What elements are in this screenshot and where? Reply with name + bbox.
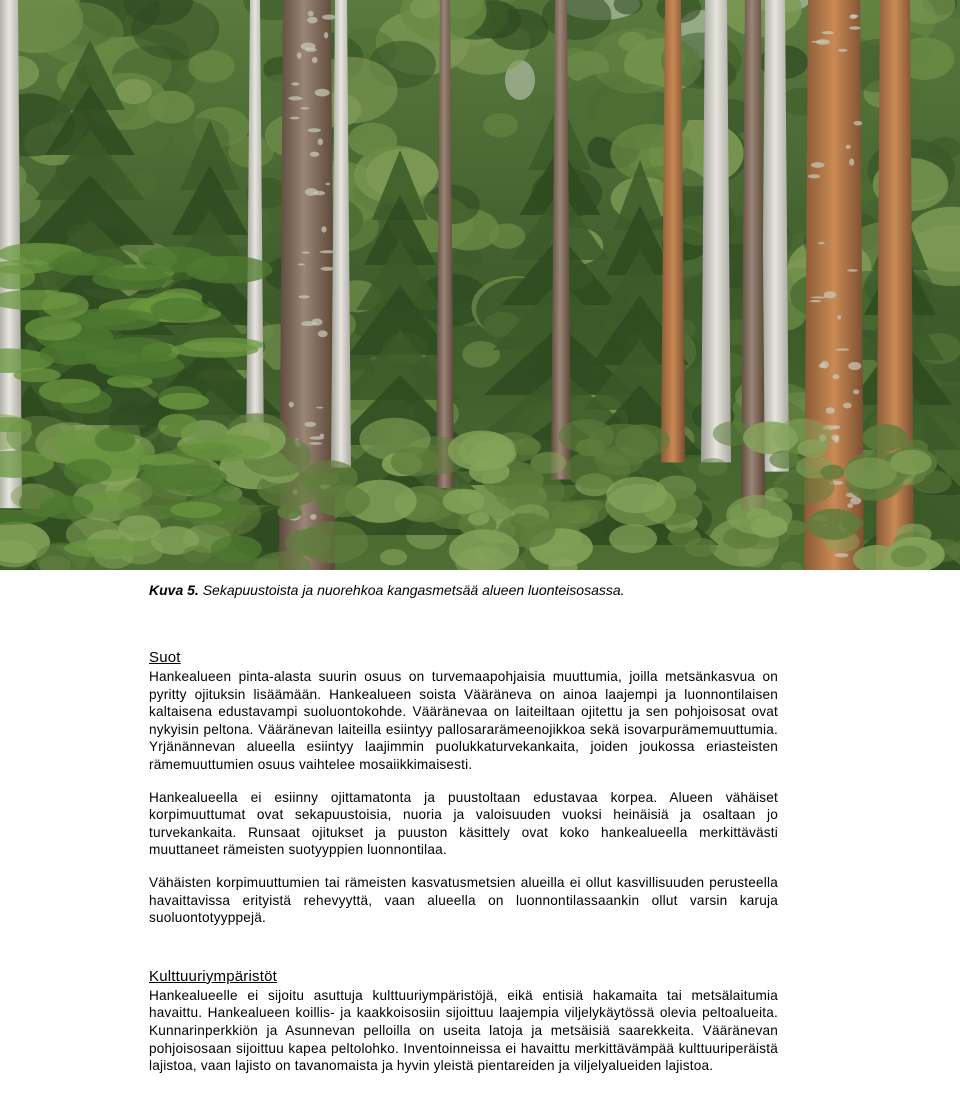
figure-caption-label: Kuva 5. [149,582,199,598]
figure-caption [149,580,849,600]
paragraph-suot-3: Vähäisten korpimuuttumien tai rämeisten kasvatusmetsien alueilla ei ollut kasvillisuuden perusteella havaittavissa erityistä rehevyyttä, vaan alueella on luonnontilassaankin ollut varsin karuja suoluontotyyppejä. [149,874,778,926]
section-heading-suot: Suot [149,649,181,666]
section-heading-kulttuuriymparistot: Kulttuuriympäristöt [149,967,278,985]
document-body [149,648,778,1075]
paragraph-suot-1: Hankealueen pinta-alasta suurin osuus on turvemaapohjaisia muuttumia, joilla metsänkasvua on pyritty ojituksin lisäämään. Hankealueen soista Vääräneva on ainoa laajempi ja luonnontilaisen kaltaisena edustavampi suoluontokohde. Vääränevaa on laiteiltaan ojitettu ja sen pohjoisosat ovat nykyisin peltona. Vääränevan laiteilla esiintyy pallosararämeenojikkoa sekä isovarpurämemuuttumia. Yrjänännevan alueella esiintyy laajimmin puolukkaturvekankaita, joiden joukossa eriasteisten rämemuuttumien osuus vaihtelee mosaiikkimaisesti. [149,669,778,772]
figure-caption-text: Sekapuustoista ja nuorehkoa kangasmetsää alueen luonteisosassa. [198,582,625,598]
paragraph-kulttuuri-1: Hankealueelle ei sijoitu asuttuja kulttuuriympäristöjä, eikä entisiä hakamaita tai metsälaitumia havaittu. Hankealueen koillis- ja kaakkoisosiin sijoittuu laajempia viljelykäytössä olevia peltoalueita. Kunnarinperkkiön ja Asunnevan pelloilla on useita latoja ja metsäisiä saarekkeita. Vääränevan pohjoisosaan sijoittuu kapea peltolohko. Inventoinneissa ei havaittu merkittävämpää kulttuuriperäistä lajistoa, vaan lajisto on tavanomaista ja hyvin yleistä pientareiden ja viljelyalueiden lajistoa. [149,987,778,1074]
paragraph-suot-2: Hankealueella ei esiinny ojittamatonta ja puustoltaan edustavaa korpea. Alueen vähäiset korpimuuttumat ovat sekapuustoisia, nuoria ja valoisuuden vuoksi heinäisiä ja osaltaan jo turvekankaita. Runsaat ojitukset ja puuston käsittely ovat koko hankealueella merkittävästi muuttaneet rämeisten suotyyppien luonnontilaa. [149,789,778,858]
